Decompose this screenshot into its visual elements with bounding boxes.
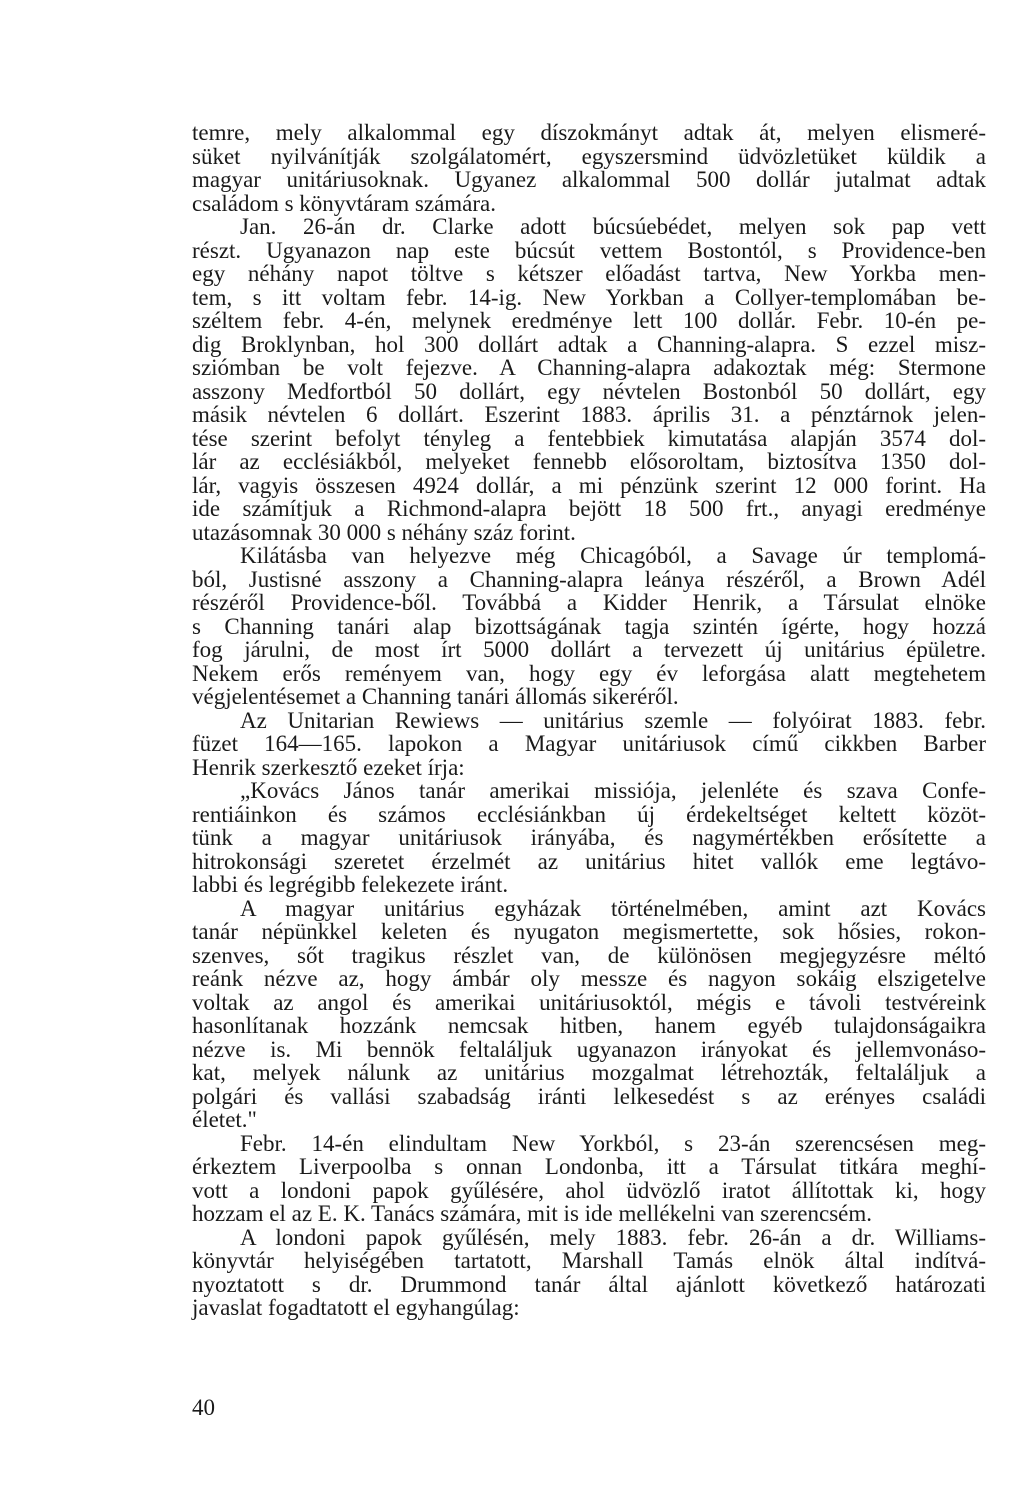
text-line: könyvtár helyiségében tartatott, Marshall Tamás elnök által indítvá- xyxy=(192,1248,986,1273)
page-body xyxy=(192,121,986,1320)
text-line: életet." xyxy=(192,1107,257,1132)
text-line: Jan. 26-án dr. Clarke adott búcsúebédet, melyen sok pap vett xyxy=(240,214,986,239)
text-line: érkeztem Liverpoolba s onnan Londonba, itt a Társulat titkára meghí- xyxy=(192,1154,986,1179)
text-line: kat, melyek nálunk az unitárius mozgalmat létrehozták, feltaláljuk a xyxy=(192,1060,986,1085)
text-line: nézve is. Mi bennök feltaláljuk ugyanazon irányokat és jellemvonáso- xyxy=(192,1036,986,1062)
text-line: süket nyilvánítják szolgálatomért, egyszersmind üdvözletüket küldik a xyxy=(192,143,986,169)
text-line: részt. Ugyanazon nap este búcsút vettem Bostontól, s Providence-ben xyxy=(192,237,986,263)
text-line: hasonlítanak hozzánk nemcsak hitben, hanem egyéb tulajdonságaikra xyxy=(192,1013,986,1038)
text-line: s Channing tanári alap bizottságának tagja szintén ígérte, hogy hozzá xyxy=(192,613,986,639)
text-line: Kilátásba van helyezve még Chicagóból, a Savage úr templomá- xyxy=(240,543,986,568)
page-number: 40 xyxy=(192,1395,215,1420)
text-line: lár az ecclésiákból, melyeket fennebb elősoroltam, biztosítva 1350 dol- xyxy=(192,449,986,474)
text-line: lár, vagyis összesen 4924 dollár, a mi pénzünk szerint 12 000 forint. Ha xyxy=(192,472,986,498)
text-line: Nekem erős reményem van, hogy egy év leforgása alatt megtehetem xyxy=(192,660,986,686)
text-line: hitrokonsági szeretet érzelmét az unitárius hitet vallók eme legtávo- xyxy=(192,848,986,874)
text-line: Febr. 14-én elindultam New Yorkból, s 23-án szerencsésen meg- xyxy=(240,1130,986,1156)
text-line: sziómban be volt fejezve. A Channing-alapra adakoztak még: Stermone xyxy=(192,355,986,380)
text-line: polgári és vallási szabadság iránti lelkesedést s az erényes családi xyxy=(192,1083,986,1109)
text-line: dig Broklynban, hol 300 dollárt adtak a Channing-alapra. S ezzel misz- xyxy=(192,331,986,357)
text-line: másik névtelen 6 dollárt. Eszerint 1883. április 31. a pénztárnok jelen- xyxy=(192,402,986,427)
text-line: Henrik szerkesztő ezeket írja: xyxy=(192,754,465,780)
text-line: széltem febr. 4-én, melynek eredménye lett 100 dollár. Febr. 10-én pe- xyxy=(192,308,986,333)
text-line: fog járulni, de most írt 5000 dollárt a tervezett új unitárius épületre. xyxy=(192,637,986,662)
text-line: egy néhány napot töltve s kétszer előadást tartva, New Yorkba men- xyxy=(192,261,986,286)
text-line: Az Unitarian Rewiews — unitárius szemle — folyóirat 1883. febr. xyxy=(240,707,986,733)
text-line: tése szerint befolyt tényleg a fentebbiek kimutatása alapján 3574 dol- xyxy=(192,425,986,451)
text-line: A londoni papok gyűlésén, mely 1883. febr. 26-án a dr. Williams- xyxy=(240,1224,986,1250)
text-line: voltak az angol és amerikai unitáriusoktól, mégis e távoli testvéreink xyxy=(192,989,986,1015)
text-line: „Kovács János tanár amerikai missiója, jelenléte és szava Confe- xyxy=(240,778,986,803)
text-line: utazásomnak 30 000 s néhány száz forint. xyxy=(192,519,576,545)
text-line: családom s könyvtáram számára. xyxy=(192,190,496,216)
text-line: ból, Justisné asszony a Channing-alapra leánya részéről, a Brown Adél xyxy=(192,566,986,592)
text-line: füzet 164—165. lapokon a Magyar unitáriusok című cikkben Barber xyxy=(192,731,986,756)
text-line: asszony Medfortból 50 dollárt, egy névtelen Bostonból 50 dollárt, egy xyxy=(192,378,986,404)
text-line: magyar unitáriusoknak. Ugyanez alkalommal 500 dollár jutalmat adtak xyxy=(192,167,986,192)
text-line: részéről Providence-ből. Továbbá a Kidder Henrik, a Társulat elnöke xyxy=(192,590,986,615)
text-line: végjelentésemet a Channing tanári állomás sikeréről. xyxy=(192,684,679,709)
text-line: reánk nézve az, hogy ámbár oly messze és nagyon sokáig elszigetelve xyxy=(192,966,986,991)
text-line: labbi és legrégibb felekezete iránt. xyxy=(192,872,509,897)
text-line: tanár népünkkel keleten és nyugaton megismertette, sok hősies, rokon- xyxy=(192,919,986,944)
text-line: ide számítjuk a Richmond-alapra bejött 18 500 frt., anyagi eredménye xyxy=(192,496,986,521)
text-line: vott a londoni papok gyűlésére, ahol üdvözlő iratot állítottak ki, hogy xyxy=(192,1177,986,1203)
text-line: rentiáinkon és számos ecclésiánkban új érdekeltséget keltett közöt- xyxy=(192,801,986,827)
text-line: A magyar unitárius egyházak történelmében, amint azt Kovács xyxy=(240,895,986,921)
text-line: hozzam el az E. K. Tanács számára, mit is ide mellékelni van szerencsém. xyxy=(192,1201,873,1226)
text-line: szenves, sőt tragikus részlet van, de különösen megjegyzésre méltó xyxy=(192,942,986,968)
text-line: nyoztatott s dr. Drummond tanár által ajánlott következő határozati xyxy=(192,1271,986,1297)
text-line: javaslat fogadtatott el egyhangúlag: xyxy=(192,1295,520,1320)
text-line: tünk a magyar unitáriusok irányába, és nagymértékben erősítette a xyxy=(192,825,986,850)
text-line: temre, mely alkalommal egy díszokmányt adtak át, melyen elismeré- xyxy=(192,120,986,145)
text-line: tem, s itt voltam febr. 14-ig. New Yorkban a Collyer-templomában be- xyxy=(192,284,986,310)
